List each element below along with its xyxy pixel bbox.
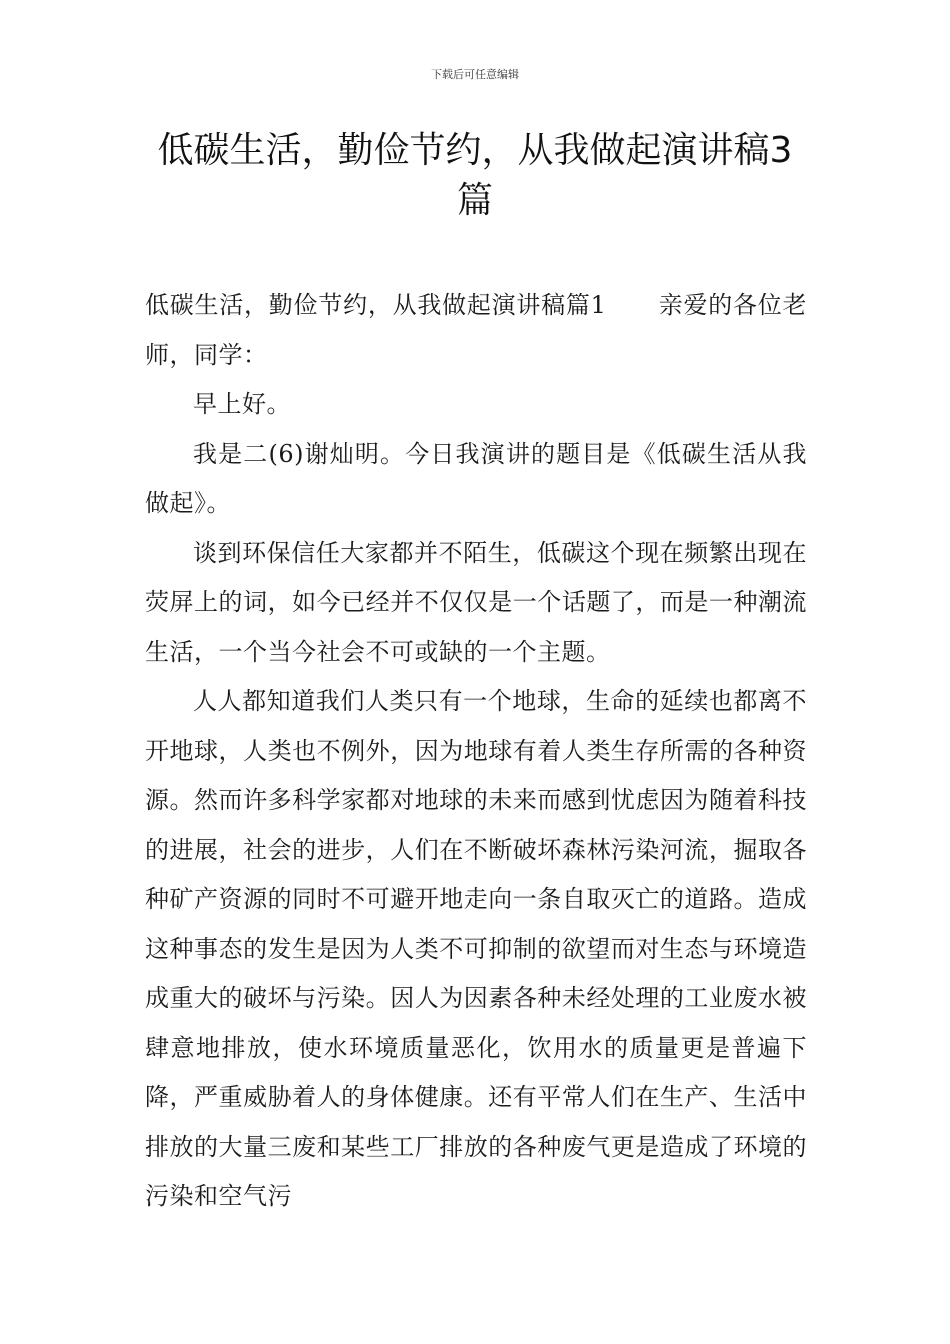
paragraph-introduction: 我是二(6)谢灿明。今日我演讲的题目是《低碳生活从我做起》。 — [145, 439, 807, 517]
document-body — [145, 281, 807, 1222]
paragraph-greeting: 早上好。 — [193, 390, 291, 418]
section-heading: 低碳生活，勤俭节约，从我做起演讲稿篇1 — [145, 291, 607, 319]
paragraph-low-carbon-topic: 谈到环保信任大家都并不陌生，低碳这个现在频繁出现在荧屏上的词，如今已经并不仅仅是一个话题了，而是一种潮流生活，一个当今社会不可或缺的一个主题。 — [145, 538, 807, 666]
opening-paragraph — [145, 281, 807, 380]
header-note: 下载后可任意编辑 — [431, 68, 519, 81]
document-title: 低碳生活，勤俭节约，从我做起演讲稿3篇 — [157, 130, 793, 221]
salutation: 亲爱的各位老师，同学： — [145, 291, 807, 369]
paragraph-earth-resources: 人人都知道我们人类只有一个地球，生命的延续也都离不开地球，人类也不例外，因为地球有着人类生存所需的各种资源。然而许多科学家都对地球的未来而感到忧虑因为随着科技的进展，社会的进步，人们在不断破坏森林污染河流，掘取各种矿产资源的同时不可避开地走向一条自取灭亡的道路。造成这种事态的发生是因为人类不可抑制的欲望而对生态与环境造成重大的破坏与污染。因人为因素各种未经处理的工业废水被肆意地排放，使水环境质量恶化，饮用水的质量更是普遍下降，严重威胁着人的身体健康。还有平常人们在生产、生活中排放的大量三废和某些工厂排放的各种废气更是造成了环境的污染和空气污 — [145, 687, 807, 1210]
